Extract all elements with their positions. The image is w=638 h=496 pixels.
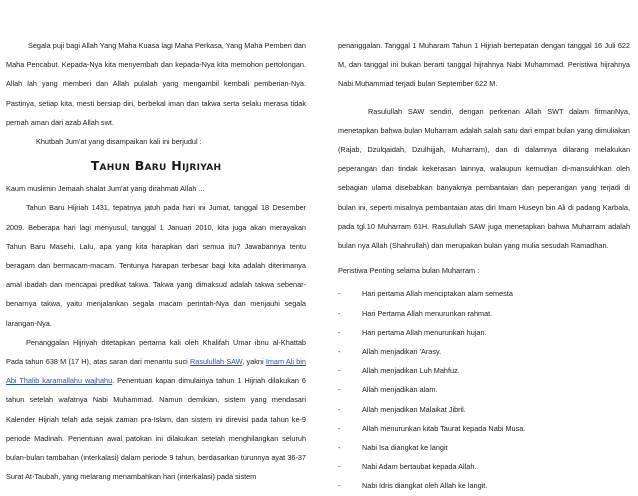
event-list-item [338,304,630,323]
event-text: Allah menjadikan 'Arasy. [362,347,442,357]
sermon-intro: Khutbah Jum'at yang disampaikan kali ini berjudul : [36,137,202,147]
event-text: Allah menurunkan kitab Taurat kepada Nabi Musa. [362,423,526,433]
event-list-item [338,361,630,380]
event-text: Allah menjadikan Luh Mahfuz. [362,366,460,376]
bullet-dash: - [338,481,341,491]
bullet-dash: - [338,443,341,453]
event-list-item [338,438,630,457]
bullet-dash: - [338,423,341,433]
bullet-dash: - [338,308,341,318]
event-list-item [338,419,630,438]
event-list-item [338,476,630,495]
left-column [6,36,306,486]
history-text-b: , yakni [242,357,266,367]
event-text: Hari Pertama Allah menurunkan rahmat. [362,308,493,318]
continuation-paragraph: penanggalan. Tanggal 1 Muharam Tahun 1 Hijriah bertepatan dengan tanggal 16 Juli 622 M, dan tanggal ini bukan berarti tanggal hijrahnya Nabi Muhammad. Peristiwa hijrahnya Nabi Muhammad terjadi bulan September 622 M. [338,41,630,89]
event-list-item [338,284,630,303]
bullet-dash: - [338,366,341,376]
event-text: Allah menjadikan Malaikat Jibril. [362,404,466,414]
event-list-item [338,457,630,476]
greeting-line: Kaum muslimin Jemaah shalat Jum'at yang dirahmati Allah ... [6,184,205,194]
event-text: Allah menjadikan alam. [362,385,438,395]
opening-paragraph: Segala puji bagi Allah Yang Maha Kuasa lagi Maha Perkasa, Yang Maha Pemberi dan Maha Pencabut. Kepada-Nya kita menyembah dan kepada-Nya kita memohon pertolongan. Allah lah yang memberi dan Allah pulalah yang mengambil kembali pemberian-Nya. Pastinya, setiap kita, mesti bersiap diri, berbekal iman dan takwa serta selalu merasa tidak pernah aman dari azab Allah swt. [6,41,306,127]
event-list-item [338,380,630,399]
history-text-c: . Penentuan kapan dimulainya tahun 1 Hijriah dilakukan 6 tahun setelah wafatnya Nabi Muhammad. Namun demikian, sistem yang mendasari Kalender Hijriah telah ada sejak zaman pra-Islam, dan sistem ini direvisi pada tahun ke-9 periode Madinah. Penentuan awal patokan ini dilakukan setelah menghilangkan seluruh bulan-bulan tambahan (interkalasi) dalam periode 9 tahun, berdasarkan turunnya ayat 36-37 Surat At-Taubah, yang melarang menambahkan hari (interkalasi) pada sistem [6,376,306,482]
event-list-item [338,342,630,361]
sermon-title: Tahun Baru Hijriyah [90,158,222,174]
event-list-item [338,400,630,419]
calendar-history-paragraph [6,333,306,487]
bullet-dash: - [338,462,341,472]
event-text: Nabi Idris diangkat oleh Allah ke langit. [362,481,488,491]
event-text: Hari pertama Allah menciptakan alam semesta [362,289,513,299]
event-list-item [338,323,630,342]
events-heading: Peristiwa Penting selama bulan Muharram : [338,266,480,276]
right-column [338,36,630,496]
rasulullah-link[interactable]: Rasulullah SAW [190,357,243,367]
events-list [338,284,630,495]
bullet-dash: - [338,347,341,357]
event-text: Nabi Isa diangkat ke langit [362,443,448,453]
bullet-dash: - [338,404,341,414]
event-text: Nabi Adam bertaubat kepada Allah. [362,462,477,472]
muharram-paragraph: Rasulullah SAW sendiri, dengan perkenan Allah SWT dalam firmanNya, menetapkan bahwa bulan Muharram adalah salah satu dari empat bulan yang dimuliakan (Rajab, Dzulqaidah, Dzulhijjah, Muharram), dan di dalamnya dilarang melakukan peperangan dan tindak kekerasan lainnya, walaupun kemudian di-mansukhkan oleh sebagian ulama disebabkan banyaknya pembantaian dan peperangan yang terjadi di bulan ini, seperti misalnya pembantaian atas diri Imam Huseyn bin Ali di padang Karbala, pada tgl.10 Muharram 61H. Rasulullah SAW juga menetapkan bahwa Muharram adalah bulan nya Allah (Shahrullah) dan merupakan bulan yang mulia sesudah Ramadhan. [338,106,630,251]
history-text-a: Penanggalan Hijriyah ditetapkan pertama kali oleh Khalifah Umar ibnu al-Khattab Pada tahun 638 M (17 H), atas saran dari menantu suci [6,337,306,367]
event-text: Hari pertama Allah menurunkan hujan. [362,327,487,337]
bullet-dash: - [338,385,341,395]
bullet-dash: - [338,289,341,299]
imam-ali-link[interactable]: Imam Ali bin Abi Thalib karamallahu wajhahu [6,357,306,386]
bullet-dash: - [338,327,341,337]
new-year-paragraph: Tahun Baru Hijriah 1431, tepatnya jatuh pada hari ini Jumat, tanggal 18 Desember 2009. Beberapa hari lagi menyusul, tanggal 1 Januari 2010, kita juga akan merayakan Tahun Baru Masehi. Lalu, apa yang kita harapkan dari semua itu? Jawabannya tentu beragam dan bermacam-macam. Tentunya harapan terbesar bagi kita adalah diterimanya amal ibadah dan mencapai predikat takwa. Takwa yang dimaksud adalah takwa sebenar-benarnya takwa, yaitu menjalankan segala macam perintah-Nya dan menjauhi segala larangan-Nya. [6,203,306,328]
